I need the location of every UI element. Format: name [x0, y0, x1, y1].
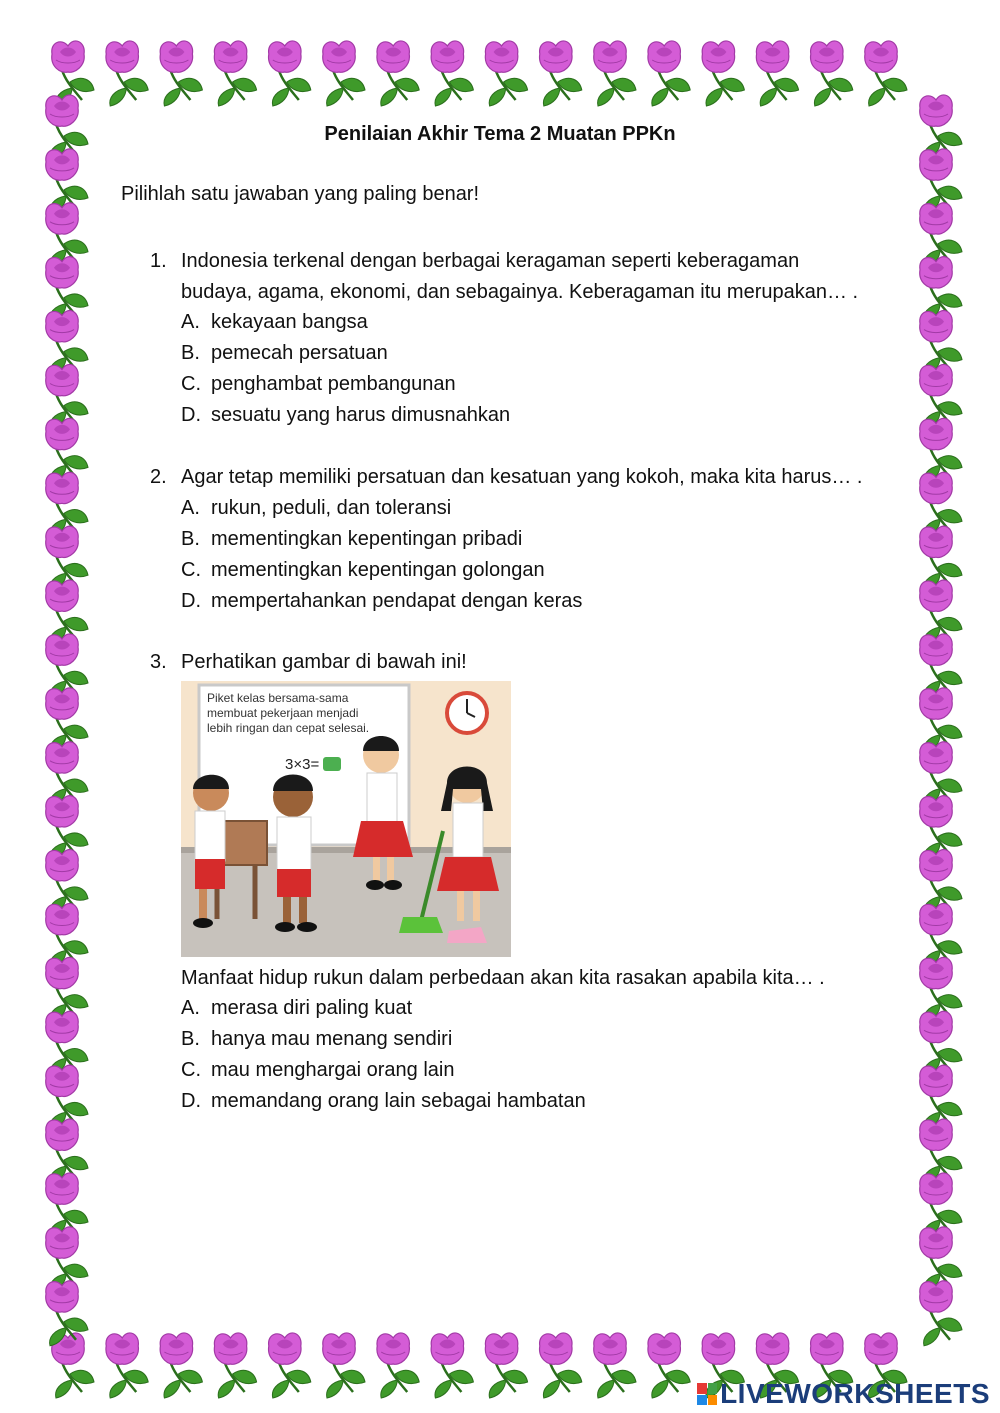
rose-icon: [214, 41, 256, 106]
page-title: Penilaian Akhir Tema 2 Muatan PPKn: [324, 123, 676, 145]
rose-icon: [811, 41, 853, 106]
logo-text: LIVEWORKSHEETS: [720, 1378, 990, 1409]
rose-icon: [106, 1333, 148, 1398]
option-letter: B.: [181, 1028, 200, 1050]
rose-icon: [485, 1333, 527, 1398]
rose-icon: [540, 1333, 582, 1398]
liveworksheets-logo[interactable]: [697, 1378, 990, 1410]
option-d[interactable]: [181, 586, 871, 617]
option-a[interactable]: [181, 493, 871, 524]
rose-icon: [431, 1333, 473, 1398]
option-a[interactable]: [181, 307, 871, 338]
question-number: 1.: [150, 250, 167, 272]
picture-caption-1: Piket kelas bersama-sama: [207, 690, 349, 705]
option-c[interactable]: [181, 1055, 871, 1086]
rose-icon: [594, 41, 636, 106]
option-b[interactable]: [181, 524, 871, 555]
option-text: mempertahankan pendapat dengan keras: [211, 589, 583, 612]
question-number: 2.: [150, 466, 167, 488]
rose-icon: [485, 41, 527, 106]
question-stem: Agar tetap memiliki persatuan dan kesatuan yang kokoh, maka kita harus… .: [181, 466, 863, 488]
rose-icon: [269, 41, 311, 106]
classroom-illustration: [181, 681, 511, 957]
question-followup: Manfaat hidup rukun dalam perbedaan akan kita rasakan apabila kita… .: [181, 966, 825, 989]
option-d[interactable]: [181, 400, 871, 431]
rose-icon: [865, 41, 907, 106]
question-2: [150, 462, 871, 617]
question-1: [150, 246, 871, 431]
option-text: mementingkan kepentingan golongan: [211, 558, 545, 581]
option-b[interactable]: [181, 338, 871, 369]
rose-icon: [702, 41, 744, 106]
rose-icon: [648, 41, 690, 106]
option-b[interactable]: [181, 1024, 871, 1055]
option-text: hanya mau menang sendiri: [211, 1028, 453, 1050]
option-a[interactable]: [181, 993, 871, 1024]
rose-icon: [377, 1333, 419, 1398]
rose-icon: [756, 41, 798, 106]
rose-icon: [540, 41, 582, 106]
option-text: kekayaan bangsa: [211, 311, 368, 333]
question-stem: Indonesia terkenal dengan berbagai keragaman seperti keberagaman budaya, agama, ekonomi, dan sebagainya. Keberagaman itu merupakan… .: [181, 250, 859, 303]
rose-icon: [920, 1281, 962, 1346]
rose-icon: [323, 1333, 365, 1398]
option-letter: A.: [181, 311, 200, 333]
option-letter: B.: [181, 342, 200, 364]
rose-icon: [269, 1333, 311, 1398]
option-text: memandang orang lain sebagai hambatan: [211, 1090, 586, 1112]
option-text: mementingkan kepentingan pribadi: [211, 527, 523, 550]
question-number: 3.: [150, 651, 167, 673]
picture-caption-2: membuat pekerjaan menjadi: [207, 705, 359, 720]
rose-icon: [377, 41, 419, 106]
question-stem: Perhatikan gambar di bawah ini!: [181, 651, 467, 673]
option-c[interactable]: [181, 369, 871, 400]
rose-icon: [160, 41, 202, 106]
question-3: [150, 647, 871, 1117]
option-c[interactable]: [181, 555, 871, 586]
board-writing: 3×3=: [285, 755, 320, 773]
classroom-picture: [181, 681, 511, 957]
rose-icon: [323, 41, 365, 106]
option-text: sesuatu yang harus dimusnahkan: [211, 404, 511, 426]
instruction: Pilihlah satu jawaban yang paling benar!: [121, 183, 480, 205]
rose-icon: [431, 41, 473, 106]
option-text: mau menghargai orang lain: [211, 1059, 455, 1081]
picture-caption-3: lebih ringan dan cepat selesai.: [207, 720, 370, 735]
option-text: rukun, peduli, dan toleransi: [211, 496, 452, 519]
option-letter: A.: [181, 496, 200, 519]
option-letter: C.: [181, 1059, 201, 1081]
logo-icon: [697, 1383, 717, 1405]
option-letter: D.: [181, 589, 201, 612]
option-letter: A.: [181, 997, 200, 1019]
option-text: penghambat pembangunan: [211, 373, 456, 395]
option-letter: D.: [181, 1090, 201, 1112]
rose-icon: [106, 41, 148, 106]
rose-icon: [594, 1333, 636, 1398]
option-text: merasa diri paling kuat: [211, 997, 413, 1019]
option-letter: B.: [181, 527, 200, 550]
rose-icon: [160, 1333, 202, 1398]
eraser: [323, 757, 341, 771]
rose-icon: [648, 1333, 690, 1398]
option-letter: C.: [181, 558, 201, 581]
option-text: pemecah persatuan: [211, 342, 388, 364]
option-letter: C.: [181, 373, 201, 395]
option-letter: D.: [181, 404, 201, 426]
option-d[interactable]: [181, 1086, 871, 1117]
rose-icon: [214, 1333, 256, 1398]
